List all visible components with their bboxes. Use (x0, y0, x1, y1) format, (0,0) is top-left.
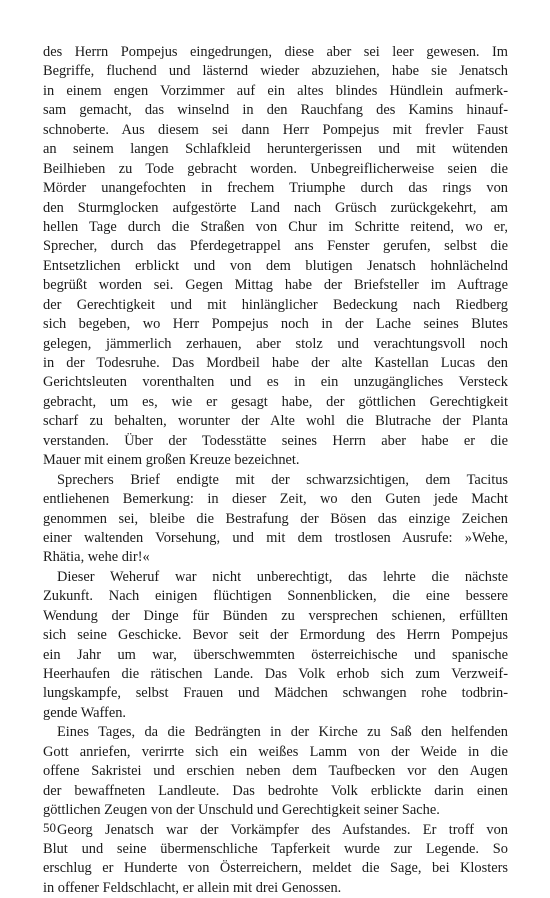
text-line: Rhätia, wehe dir!« (43, 548, 508, 567)
text-line: Eines Tages, da die Bedrängten in der Kirche zu Saß den helfenden (43, 723, 508, 742)
text-line: Mörder unangefochten in frechem Triumphe durch das rings von (43, 179, 508, 198)
text-line: genommen sei, bleibe die Bestrafung der Bösen das einzige Zeichen (43, 510, 508, 529)
text-line: der Gerechtigkeit und mit hinlänglicher Bedeckung nach Riedberg (43, 296, 508, 315)
text-line: der bewaffneten Landleute. Das bedrohte Volk erblickte darin einen (43, 782, 508, 801)
text-line: hellen Tage durch die Straßen von Chur im Schritte reitend, wo er, (43, 218, 508, 237)
text-line: sich begeben, wo Herr Pompejus noch in der Lache seines Blutes (43, 315, 508, 334)
text-line: Zukunft. Nach einigen flüchtigen Sonnenblicken, die eine bessere (43, 587, 508, 606)
text-line: einer waltenden Vorsehung, und mit dem trostlosen Ausrufe: »Wehe, (43, 529, 508, 548)
text-line: Begriffe, fluchend und lästernd wieder abzuziehen, habe sie Jenatsch (43, 62, 508, 81)
text-line: göttlichen Zeugen von der Unschuld und Gerechtigkeit seiner Sache. (43, 801, 508, 820)
text-line: scharf zu behalten, worunter der Alte wohl die Blutrache der Planta (43, 412, 508, 431)
text-line: sich seine Geschicke. Bevor seit der Ermordung des Herrn Pompejus (43, 626, 508, 645)
page-number: 50 (43, 820, 56, 836)
body-text (43, 43, 508, 898)
text-line: Wendung der Dinge für Bünden zu versprechen schienen, erfüllten (43, 607, 508, 626)
text-line: ein Jahr um war, überschwemmten österreichische und spanische (43, 646, 508, 665)
text-line: gelegen, jämmerlich zerhauen, aber stolz und verachtungsvoll noch (43, 335, 508, 354)
text-line: Gerichtsleuten vorenthalten und es in ein unzugängliches Versteck (43, 373, 508, 392)
text-line: offene Sakristei und erschien neben dem Taufbecken vor den Augen (43, 762, 508, 781)
text-line: sam gemacht, das winselnd in den Rauchfang des Kamins hinauf- (43, 101, 508, 120)
text-line: begrüßt worden sei. Gegen Mittag habe der Briefsteller im Auftrage (43, 276, 508, 295)
text-line: lungskampfe, selbst Frauen und Mädchen schwangen rohe todbrin- (43, 684, 508, 703)
text-line: in offener Feldschlacht, er allein mit drei Genossen. (43, 879, 508, 898)
text-line: Georg Jenatsch war der Vorkämpfer des Aufstandes. Er troff von (43, 821, 508, 840)
text-line: Sprecher, durch das Pferdegetrappel ans Fenster gerufen, selbst die (43, 237, 508, 256)
text-line: entliehenen Bemerkung: in dieser Zeit, wo den Guten jede Macht (43, 490, 508, 509)
text-line: gende Waffen. (43, 704, 508, 723)
paragraph (43, 568, 508, 724)
text-line: Dieser Weheruf war nicht unberechtigt, das lehrte die nächste (43, 568, 508, 587)
paragraph (43, 821, 508, 898)
text-line: den Sturmglocken aufgestörte Land nach Grüsch zurückgekehrt, am (43, 199, 508, 218)
text-line: Heerhaufen die rätischen Lande. Das Volk erhob sich zum Verzweif- (43, 665, 508, 684)
text-line: erschlug er Hunderte von Österreichern, meldet die Sage, bei Klosters (43, 859, 508, 878)
text-line: an seinem langen Schlafkleid heruntergerissen und mit wütenden (43, 140, 508, 159)
text-line: Gott anriefen, verirrte sich ein weißes Lamm von der Weide in die (43, 743, 508, 762)
paragraph (43, 43, 508, 471)
text-line: Blut und seine übermenschliche Tapferkeit wurde zur Legende. So (43, 840, 508, 859)
paragraph (43, 471, 508, 568)
text-line: des Herrn Pompejus eingedrungen, diese aber sei leer gewesen. Im (43, 43, 508, 62)
text-line: Mauer mit einem großen Kreuze bezeichnet. (43, 451, 508, 470)
paragraph (43, 723, 508, 820)
text-line: in einem engen Vorzimmer auf ein altes blindes Hündlein aufmerk- (43, 82, 508, 101)
text-line: Entsetzlichen erblickt und von dem blutigen Jenatsch hohnlächelnd (43, 257, 508, 276)
text-line: verstanden. Über der Todesstätte seines Herrn aber habe er die (43, 432, 508, 451)
text-line: schnoberte. Aus diesem sei dann Herr Pompejus mit frevler Faust (43, 121, 508, 140)
text-line: in der Todesruhe. Das Mordbeil habe der alte Kastellan Lucas den (43, 354, 508, 373)
text-line: Beilhieben zu Tode gebracht worden. Unbegreiflicherweise seien die (43, 160, 508, 179)
text-line: Sprechers Brief endigte mit der schwarzsichtigen, dem Tacitus (43, 471, 508, 490)
text-line: gebracht, um es, wie er gesagt habe, der göttlichen Gerechtigkeit (43, 393, 508, 412)
